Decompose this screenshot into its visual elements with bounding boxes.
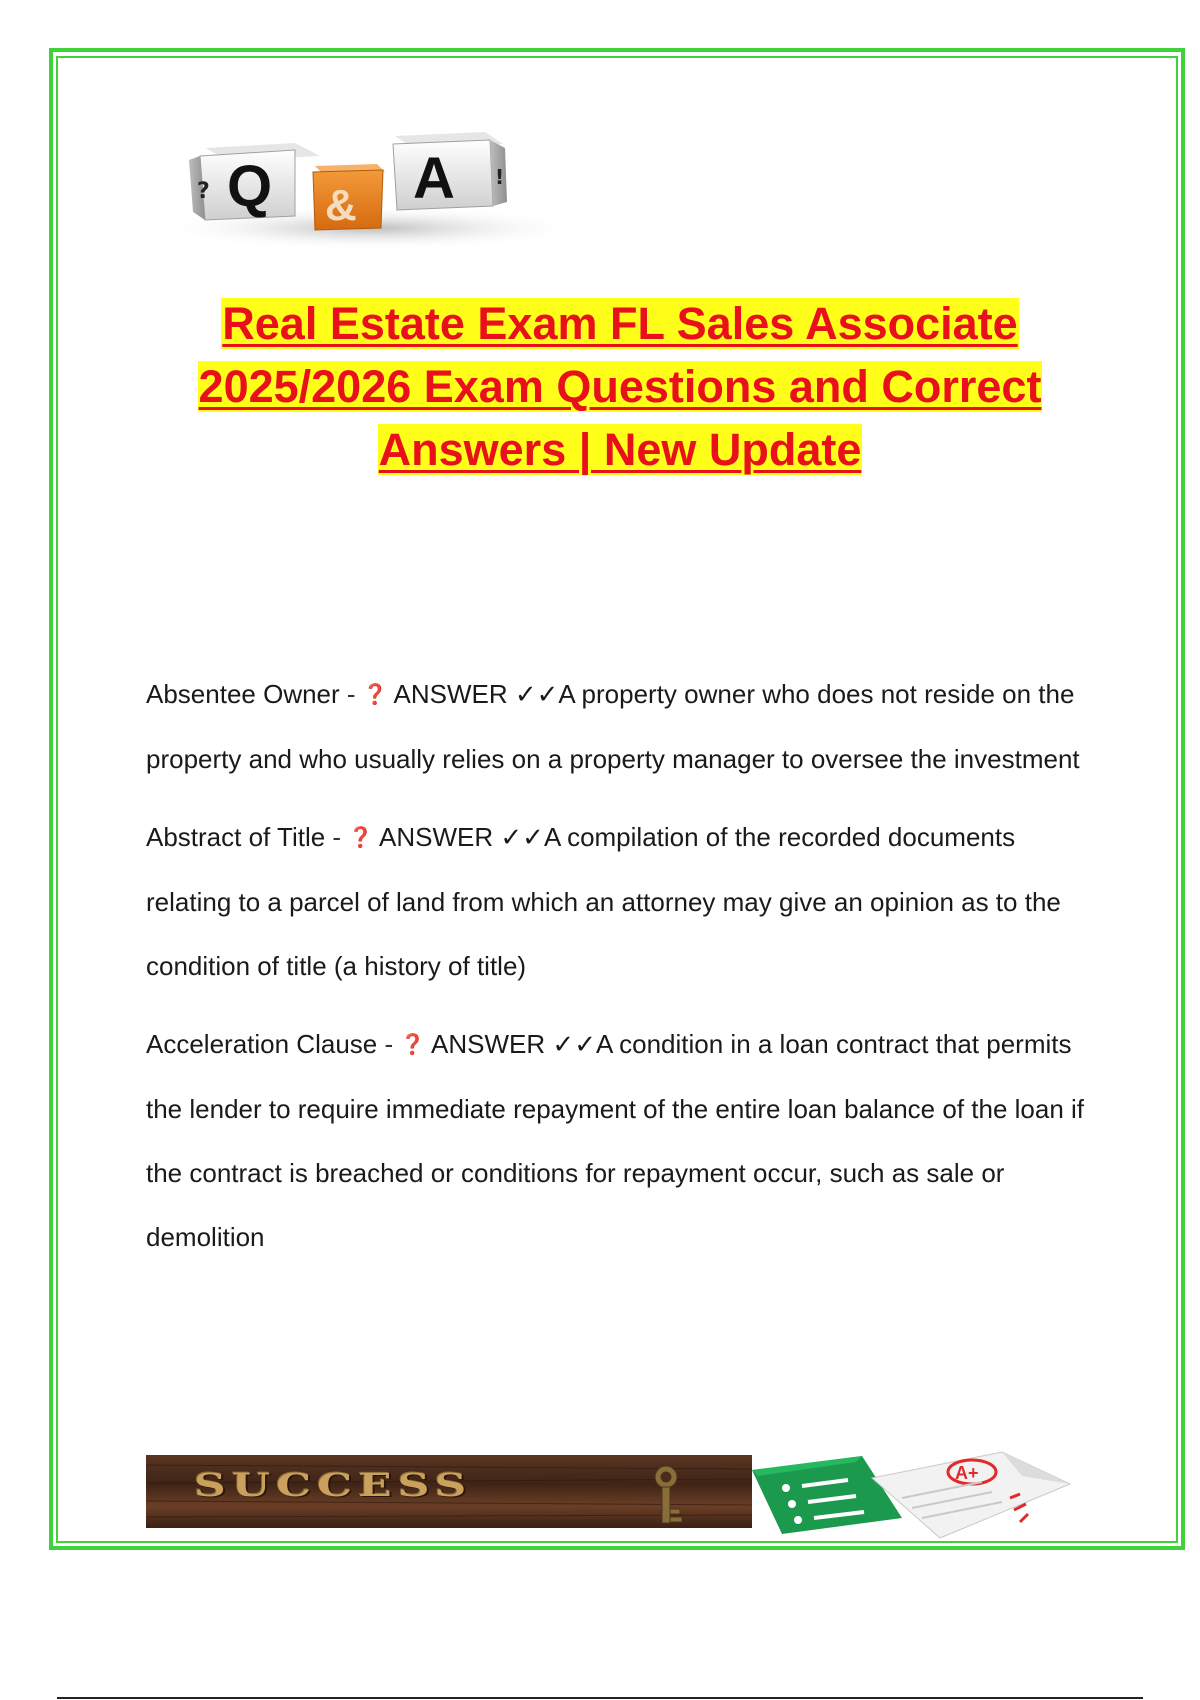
footer-rule — [57, 1697, 1143, 1699]
a-die — [393, 132, 507, 211]
qa-entries — [146, 662, 1106, 1283]
entry-term: Abstract of Title — [146, 822, 326, 852]
entry-term: Acceleration Clause — [146, 1029, 378, 1059]
checkmark-icon: ✓✓ — [500, 823, 544, 853]
checkmark-icon: ✓✓ — [552, 1030, 596, 1060]
success-word: SUCCESS — [194, 1467, 473, 1504]
entry-definition: A compilation of the recorded documents relating to a parcel of land from which an attorney may give an opinion as to the condition of title (a history of title) — [146, 822, 1061, 981]
graded-paper-icon — [752, 1448, 1072, 1540]
document-title — [100, 292, 1140, 481]
entry-definition: A property owner who does not reside on the property and who usually relies on a property manager to oversee the investment — [146, 679, 1080, 774]
answer-label: ANSWER — [393, 679, 508, 709]
question-glyph-icon: ❓ — [362, 682, 388, 706]
question-glyph-icon: ❓ — [400, 1032, 426, 1056]
title-line-2: 2025/2026 Exam Questions and Correct — [198, 361, 1042, 412]
svg-text:!: ! — [495, 165, 505, 189]
grade-text: A+ — [955, 1463, 979, 1483]
svg-text:?: ? — [197, 179, 210, 204]
qa-entry: Abstract of Title - ❓ ANSWER ✓✓A compilation of the recorded documents relating to a parcel of land from which an attorney may give an opinion as to the condition of title (a history of title) — [146, 822, 1061, 981]
answer-label: ANSWER — [431, 1029, 546, 1059]
key-icon — [655, 1466, 682, 1523]
title-line-1: Real Estate Exam FL Sales Associate — [222, 298, 1018, 349]
entry-definition: A condition in a loan contract that permits the lender to require immediate repayment of the entire loan balance of the loan if the contract is breached or conditions for repayment occur, such as sale or demolition — [146, 1029, 1085, 1252]
a-letter: A — [413, 146, 455, 211]
ampersand-die — [313, 164, 385, 230]
qa-entry: Acceleration Clause - ❓ ANSWER ✓✓A condition in a loan contract that permits the lender to require immediate repayment of the entire loan balance of the loan if the contract is breached or conditions for repayment occur, such as sale or demolition — [146, 1029, 1085, 1252]
question-glyph-icon: ❓ — [348, 825, 374, 849]
ampersand-letter: & — [325, 181, 357, 230]
title-line-3: Answers | New Update — [378, 424, 862, 475]
success-banner — [146, 1455, 752, 1528]
qa-dice-logo — [145, 88, 595, 258]
checkmark-icon: ✓✓ — [514, 680, 559, 710]
qa-entry: Absentee Owner - ❓ ANSWER ✓✓A property owner who does not reside on the property and who usually relies on a property manager to oversee the investment — [146, 679, 1080, 774]
q-letter: Q — [227, 154, 273, 219]
entry-term: Absentee Owner — [146, 679, 340, 709]
answer-label: ANSWER — [379, 822, 494, 852]
